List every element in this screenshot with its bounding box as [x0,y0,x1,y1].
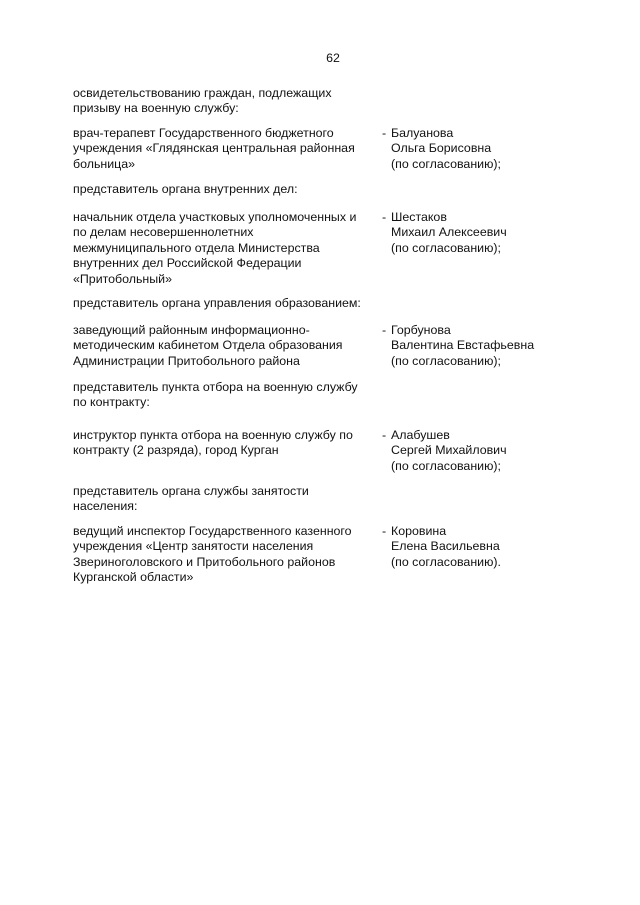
member-surname: Горбунова [391,323,451,337]
member-note: (по согласованию). [391,554,501,569]
section-heading [73,296,361,311]
member-person [382,524,562,570]
text-line: заведующий районным информационно- [73,323,310,337]
text-line: инструктор пункта отбора на военную службу по [73,428,353,442]
text-line: представитель органа службы занятости [73,484,309,498]
member-given-names: Сергей Михайлович [391,443,507,458]
member-position [73,210,373,287]
member-position [73,323,373,369]
member-note: (по согласованию); [391,458,501,473]
member-given-names: Ольга Борисовна [391,141,492,156]
text-line: населения: [73,499,138,514]
text-line: Звериноголовского и Притобольного районов [73,554,336,569]
text-line: призыву на военную службу: [73,101,239,116]
member-surname: Алабушев [391,428,450,442]
intro-text [73,86,332,117]
text-line: начальник отдела участковых уполномоченных и [73,210,357,224]
page-number: 62 [326,51,340,65]
text-line: по контракту: [73,395,150,410]
text-line: учреждения «Центр занятости населения [73,539,314,554]
member-surname: Коровина [391,524,447,538]
member-person [382,210,562,256]
section-heading [73,484,309,515]
section-heading [73,182,298,197]
dash-mark: - [382,126,387,140]
member-position [73,126,373,172]
text-line: ведущий инспектор Государственного казенного [73,524,352,538]
text-line: больница» [73,156,136,171]
text-line: контракту (2 разряда), город Курган [73,443,279,458]
text-line: методическим кабинетом Отдела образования [73,338,343,353]
member-note: (по согласованию); [391,240,501,255]
text-line: по делам несовершеннолетних [73,225,254,240]
member-position [73,428,373,459]
text-line: представитель органа управления образованием: [73,296,361,310]
member-position [73,524,373,586]
member-person [382,126,562,172]
member-surname: Шестаков [391,210,447,224]
text-line: Администрации Притобольного района [73,353,300,368]
text-line: межмуниципального отдела Министерства [73,240,320,255]
member-person [382,428,562,474]
section-heading [73,380,358,411]
dash-mark: - [382,210,387,224]
text-line: освидетельствованию граждан, подлежащих [73,86,332,100]
text-line: представитель пункта отбора на военную службу [73,380,358,394]
text-line: внутренних дел Российской Федерации [73,256,302,271]
dash-mark: - [382,323,387,337]
member-person [382,323,562,369]
text-line: Курганской области» [73,570,194,585]
text-line: учреждения «Глядянская центральная районная [73,141,355,156]
dash-mark: - [382,428,387,442]
member-given-names: Валентина Евстафьевна [391,338,535,353]
member-note: (по согласованию); [391,353,501,368]
text-line: представитель органа внутренних дел: [73,182,298,196]
dash-mark: - [382,524,387,538]
member-given-names: Михаил Алексеевич [391,225,507,240]
member-note: (по согласованию); [391,156,501,171]
text-line: «Притобольный» [73,271,172,286]
text-line: врач-терапевт Государственного бюджетного [73,126,334,140]
member-given-names: Елена Васильевна [391,539,500,554]
member-surname: Балуанова [391,126,454,140]
